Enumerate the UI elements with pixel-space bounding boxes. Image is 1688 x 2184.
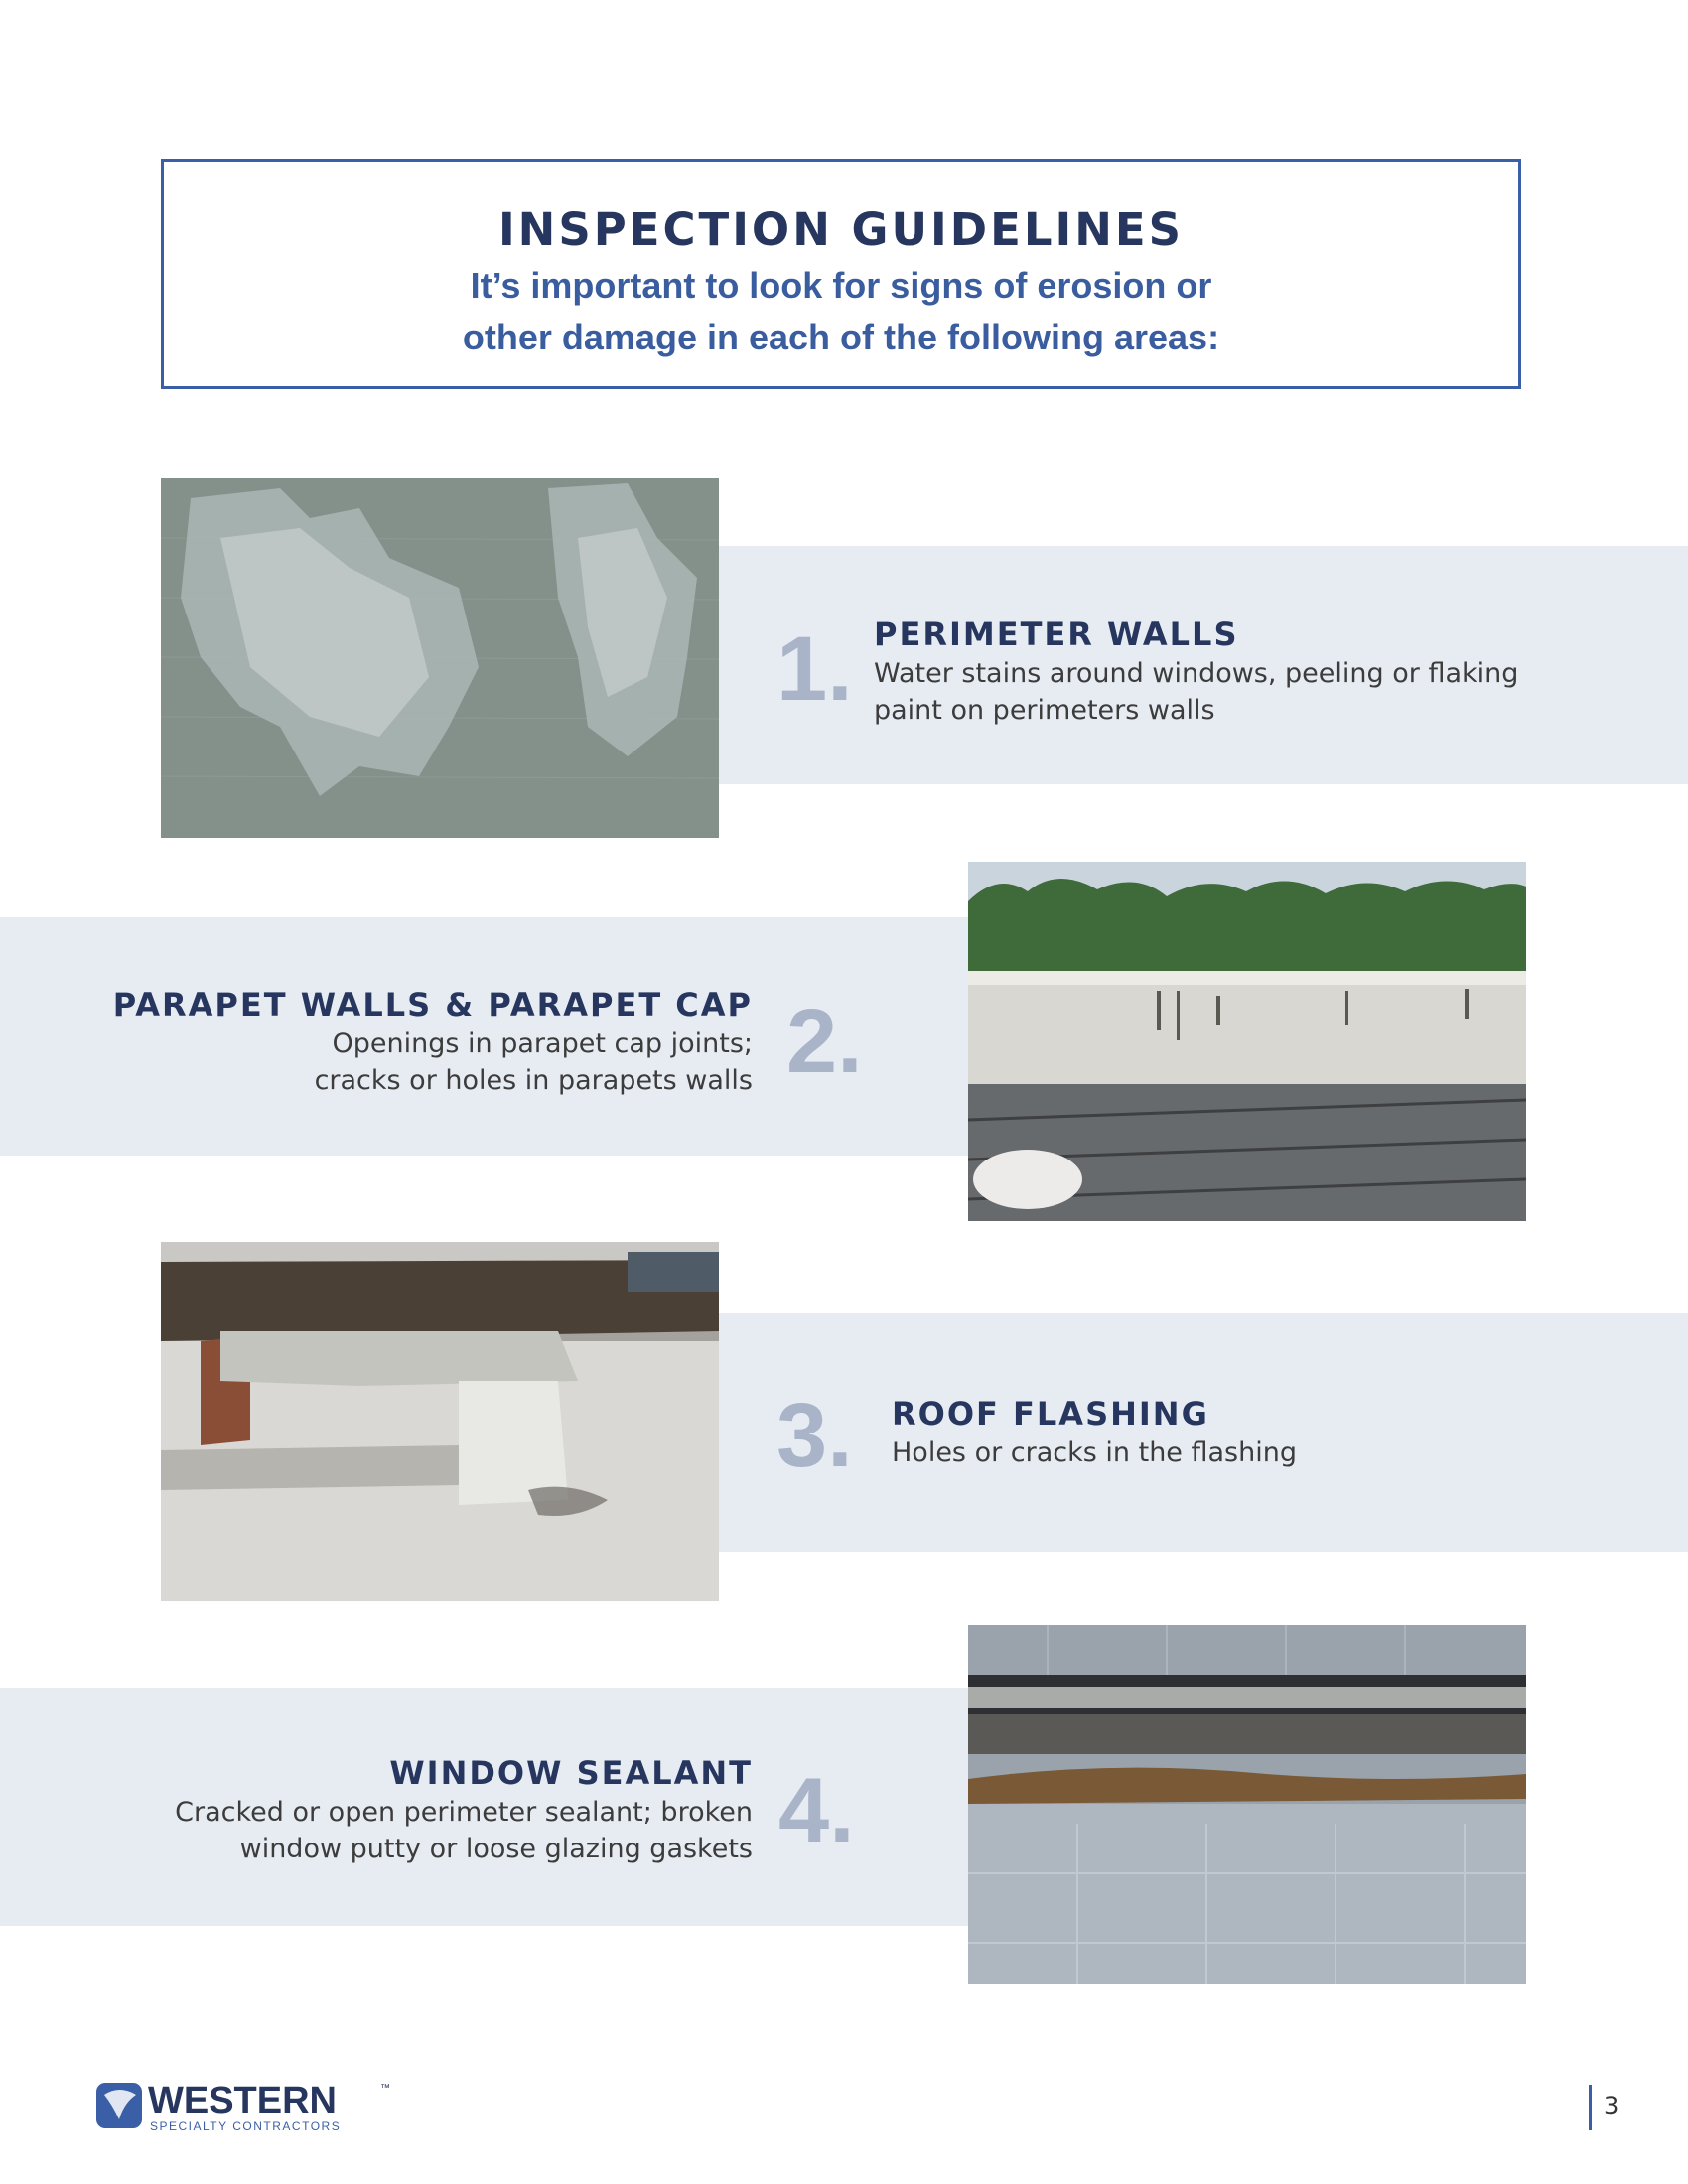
item-1-description [874, 655, 1569, 729]
item-1-desc-line-2: paint on perimeters walls [874, 695, 1215, 726]
item-3-desc-line-1: Holes or cracks in the flashing [892, 1437, 1297, 1468]
item-3-description [892, 1434, 1587, 1471]
item-4-title: WINDOW SEALANT [389, 1754, 753, 1792]
item-2-title: PARAPET WALLS & PARAPET CAP [112, 986, 753, 1024]
item-2-desc-line-1: Openings in parapet cap joints; [332, 1028, 753, 1059]
subtitle-line-1: It’s important to look for signs of erosion or [470, 265, 1212, 306]
item-1-title: PERIMETER WALLS [874, 615, 1239, 653]
item-4-number: 4. [778, 1760, 855, 1861]
logo-tagline: SPECIALTY CONTRACTORS [150, 2119, 342, 2133]
page-subtitle [164, 260, 1518, 363]
header-box [161, 159, 1521, 389]
subtitle-line-2: other damage in each of the following areas: [462, 317, 1220, 357]
page-number: 3 [1604, 2092, 1619, 2119]
item-2-number: 2. [786, 991, 863, 1092]
item-3-number: 3. [776, 1385, 853, 1486]
item-4-description [58, 1794, 753, 1867]
logo-trademark: ™ [380, 2083, 390, 2094]
item-4-desc-line-1: Cracked or open perimeter sealant; broken [175, 1797, 753, 1828]
item-3-band [719, 1313, 1688, 1552]
roof-flashing-photo [161, 1242, 719, 1601]
item-3-title: ROOF FLASHING [892, 1395, 1209, 1433]
item-2-desc-line-2: cracks or holes in parapets walls [314, 1065, 753, 1096]
parapet-wall-photo [968, 862, 1526, 1221]
western-logo [94, 2075, 402, 2134]
page-number-divider [1589, 2085, 1592, 2130]
item-1-number: 1. [776, 618, 853, 720]
logo-wordmark: WESTERN [148, 2080, 337, 2121]
page-title: INSPECTION GUIDELINES [497, 204, 1185, 256]
item-4-desc-line-2: window putty or loose glazing gaskets [239, 1834, 753, 1864]
window-sealant-photo [968, 1625, 1526, 1984]
item-2-description [58, 1025, 753, 1099]
perimeter-wall-photo [161, 478, 719, 838]
item-1-desc-line-1: Water stains around windows, peeling or flaking [874, 658, 1519, 689]
